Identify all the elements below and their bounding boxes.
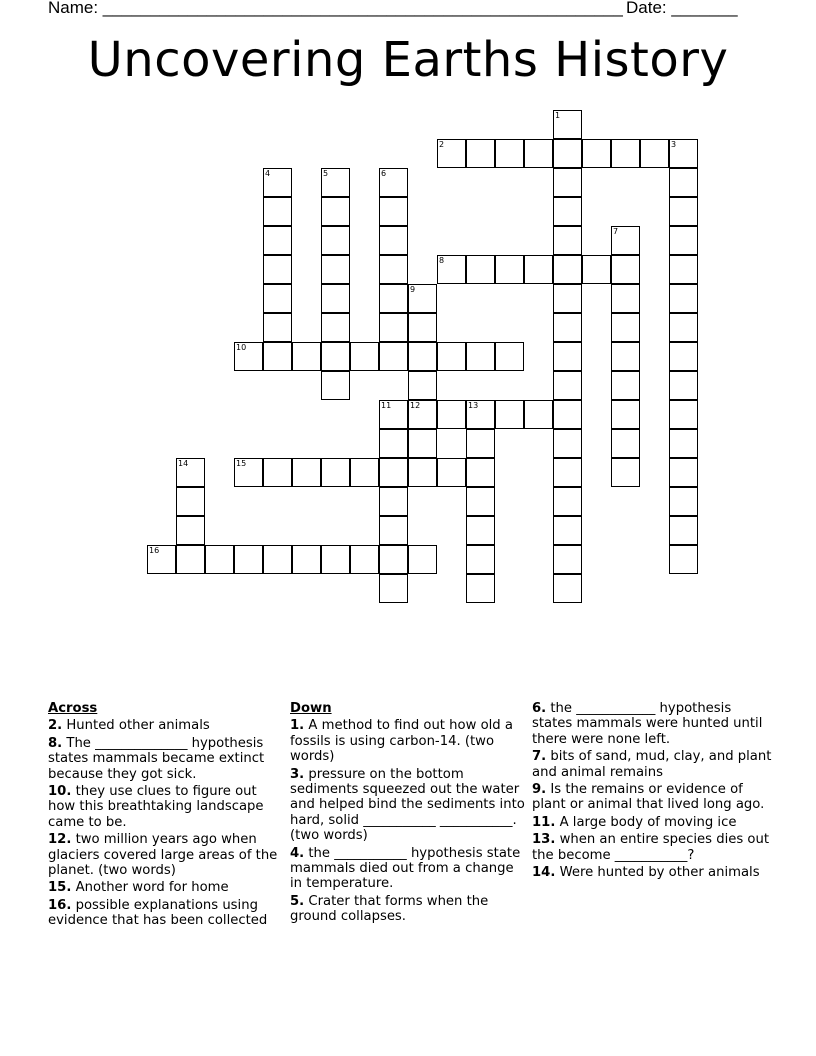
grid-cell[interactable] (263, 458, 292, 487)
grid-cell[interactable] (553, 284, 582, 313)
grid-cell[interactable] (234, 545, 263, 574)
grid-cell[interactable] (669, 487, 698, 516)
grid-cell[interactable] (582, 139, 611, 168)
grid-cell[interactable] (524, 255, 553, 284)
clue-number: 6 (381, 169, 387, 178)
grid-cell[interactable] (553, 110, 582, 139)
grid-cell[interactable] (669, 400, 698, 429)
grid-cell[interactable] (524, 139, 553, 168)
grid-cell[interactable] (263, 197, 292, 226)
grid-cell[interactable] (379, 197, 408, 226)
clue-down-5: 5. Crater that forms when the ground collapses. (290, 893, 489, 925)
grid-cell[interactable] (466, 255, 495, 284)
grid-cell[interactable] (205, 545, 234, 574)
grid-cell[interactable] (321, 313, 350, 342)
grid-cell[interactable] (321, 226, 350, 255)
grid-cell[interactable] (669, 516, 698, 545)
clue-number: 12 (410, 401, 421, 410)
grid-cell[interactable] (553, 429, 582, 458)
grid-cell[interactable] (553, 342, 582, 371)
grid-cell[interactable] (408, 284, 437, 313)
grid-cell[interactable] (234, 342, 263, 371)
clue-number: 1 (555, 111, 561, 120)
grid-cell[interactable] (263, 168, 292, 197)
grid-cell[interactable] (321, 371, 350, 400)
clue-down-14: 14. Were hunted by other animals (532, 865, 760, 881)
grid-cell[interactable] (669, 313, 698, 342)
grid-cell[interactable] (669, 168, 698, 197)
grid-cell[interactable] (263, 342, 292, 371)
grid-cell[interactable] (553, 516, 582, 545)
grid-cell[interactable] (408, 545, 437, 574)
grid-cell[interactable] (669, 371, 698, 400)
grid-cell[interactable] (524, 400, 553, 429)
grid-cell[interactable] (553, 545, 582, 574)
grid-cell[interactable] (495, 400, 524, 429)
grid-cell[interactable] (553, 139, 582, 168)
grid-cell[interactable] (379, 255, 408, 284)
clue-down-11: 11. A large body of moving ice (532, 814, 737, 830)
clue-number: 9 (410, 285, 416, 294)
grid-cell[interactable] (611, 371, 640, 400)
grid-cell[interactable] (350, 342, 379, 371)
grid-cell[interactable] (582, 255, 611, 284)
grid-cell[interactable] (408, 371, 437, 400)
grid-cell[interactable] (669, 139, 698, 168)
grid-cell[interactable] (263, 226, 292, 255)
grid-cell[interactable] (292, 545, 321, 574)
grid-cell[interactable] (611, 458, 640, 487)
grid-cell[interactable] (321, 342, 350, 371)
grid-cell[interactable] (379, 226, 408, 255)
grid-cell[interactable] (350, 545, 379, 574)
grid-cell[interactable] (669, 197, 698, 226)
grid-cell[interactable] (176, 487, 205, 516)
date-field: Date: _______ (626, 0, 738, 17)
grid-cell[interactable] (321, 197, 350, 226)
clue-number: 3 (671, 140, 677, 149)
clue-number: 8 (439, 256, 445, 265)
grid-cell[interactable] (379, 458, 408, 487)
down-clues (290, 701, 526, 927)
grid-cell[interactable] (669, 255, 698, 284)
grid-cell[interactable] (379, 342, 408, 371)
clue-number: 13 (468, 401, 479, 410)
grid-cell[interactable] (176, 545, 205, 574)
grid-cell[interactable] (437, 139, 466, 168)
clue-across-12: 12. two million years ago when glaciers covered large areas of the planet. (two words) (48, 832, 278, 879)
grid-cell[interactable] (176, 516, 205, 545)
grid-cell[interactable] (408, 313, 437, 342)
grid-cell[interactable] (553, 371, 582, 400)
grid-cell[interactable] (321, 255, 350, 284)
grid-cell[interactable] (669, 429, 698, 458)
clue-across-8: 8. The ______________ hypothesis states mammals became extinct because they got sick. (48, 735, 265, 782)
clue-number: 5 (323, 169, 329, 178)
grid-cell[interactable] (437, 255, 466, 284)
grid-cell[interactable] (611, 139, 640, 168)
grid-cell[interactable] (466, 516, 495, 545)
grid-cell[interactable] (321, 458, 350, 487)
grid-cell[interactable] (669, 545, 698, 574)
grid-cell[interactable] (437, 342, 466, 371)
grid-cell[interactable] (611, 313, 640, 342)
grid-cell[interactable] (611, 284, 640, 313)
grid-cell[interactable] (669, 342, 698, 371)
grid-cell[interactable] (466, 342, 495, 371)
grid-cell[interactable] (466, 574, 495, 603)
grid-cell[interactable] (379, 574, 408, 603)
down-heading: Down (290, 701, 332, 716)
grid-cell[interactable] (466, 429, 495, 458)
grid-cell[interactable] (466, 458, 495, 487)
grid-cell[interactable] (292, 458, 321, 487)
grid-cell[interactable] (466, 400, 495, 429)
grid-cell[interactable] (263, 255, 292, 284)
grid-cell[interactable] (669, 458, 698, 487)
grid-cell[interactable] (553, 574, 582, 603)
grid-cell[interactable] (379, 516, 408, 545)
grid-cell[interactable] (263, 313, 292, 342)
clue-across-16: 16. possible explanations using evidence that has been collected (48, 897, 268, 929)
grid-cell[interactable] (466, 139, 495, 168)
grid-cell[interactable] (611, 429, 640, 458)
grid-cell[interactable] (147, 545, 176, 574)
clue-number: 4 (265, 169, 271, 178)
grid-cell[interactable] (553, 458, 582, 487)
grid-cell[interactable] (611, 255, 640, 284)
grid-cell[interactable] (553, 226, 582, 255)
grid-cell[interactable] (379, 487, 408, 516)
grid-cell[interactable] (466, 487, 495, 516)
page-title: Uncovering Earths History (87, 32, 729, 88)
grid-cell[interactable] (350, 458, 379, 487)
clue-across-15: 15. Another word for home (48, 880, 229, 896)
grid-cell[interactable] (437, 458, 466, 487)
grid-cell[interactable] (408, 400, 437, 429)
clue-down-9: 9. Is the remains or evidence of plant or animal that lived long ago. (532, 782, 765, 813)
grid-cell[interactable] (466, 545, 495, 574)
grid-cell[interactable] (321, 168, 350, 197)
grid-cell[interactable] (611, 400, 640, 429)
clue-down-1: 1. A method to find out how old a fossils is using carbon-14. (two words) (290, 718, 513, 765)
across-clues (48, 701, 284, 931)
clue-number: 16 (149, 546, 160, 555)
grid-cell[interactable] (176, 458, 205, 487)
grid-cell[interactable] (408, 429, 437, 458)
grid-cell[interactable] (611, 342, 640, 371)
clue-down-13: 13. when an entire species dies out the become ___________? (532, 832, 770, 863)
grid-cell[interactable] (553, 168, 582, 197)
grid-cell[interactable] (669, 284, 698, 313)
clue-across-10: 10. they use clues to figure out how this breathtaking landscape came to be. (48, 784, 264, 830)
grid-cell[interactable] (321, 284, 350, 313)
down-clues-continued (532, 701, 772, 882)
clue-number: 15 (236, 459, 247, 468)
grid-cell[interactable] (379, 284, 408, 313)
clue-number: 14 (178, 459, 189, 468)
grid-cell[interactable] (495, 255, 524, 284)
grid-cell[interactable] (553, 487, 582, 516)
grid-cell[interactable] (379, 168, 408, 197)
grid-cell[interactable] (495, 139, 524, 168)
clue-down-6: 6. the ____________ hypothesis states mammals were hunted until there were none left. (532, 701, 763, 747)
grid-cell[interactable] (408, 342, 437, 371)
grid-cell[interactable] (379, 545, 408, 574)
grid-cell[interactable] (611, 226, 640, 255)
clue-number: 11 (381, 401, 392, 410)
across-heading: Across (48, 701, 98, 716)
grid-cell[interactable] (437, 400, 466, 429)
clue-number: 7 (613, 227, 619, 236)
grid-cell[interactable] (408, 458, 437, 487)
grid-cell[interactable] (553, 313, 582, 342)
clue-down-3: 3. pressure on the bottom sediments squeezed out the water and helped bind the sediments into hard, solid ___________ ___________. (two words) (290, 766, 525, 844)
grid-cell[interactable] (379, 313, 408, 342)
clue-number: 2 (439, 140, 445, 149)
grid-cell[interactable] (553, 197, 582, 226)
grid-cell[interactable] (321, 545, 350, 574)
grid-cell[interactable] (495, 342, 524, 371)
clue-down-4: 4. the ___________ hypothesis state mammals died out from a change in temperature. (290, 845, 521, 892)
clue-across-2: 2. Hunted other animals (48, 718, 210, 734)
grid-cell[interactable] (263, 545, 292, 574)
grid-cell[interactable] (640, 139, 669, 168)
grid-cell[interactable] (292, 342, 321, 371)
grid-cell[interactable] (553, 255, 582, 284)
grid-cell[interactable] (379, 400, 408, 429)
grid-cell[interactable] (553, 400, 582, 429)
clue-number: 10 (236, 343, 247, 352)
name-field: Name: _______________________________________________________ (48, 0, 623, 17)
grid-cell[interactable] (263, 284, 292, 313)
grid-cell[interactable] (669, 226, 698, 255)
grid-cell[interactable] (379, 429, 408, 458)
clue-down-7: 7. bits of sand, mud, clay, and plant and animal remains (532, 749, 772, 780)
grid-cell[interactable] (234, 458, 263, 487)
